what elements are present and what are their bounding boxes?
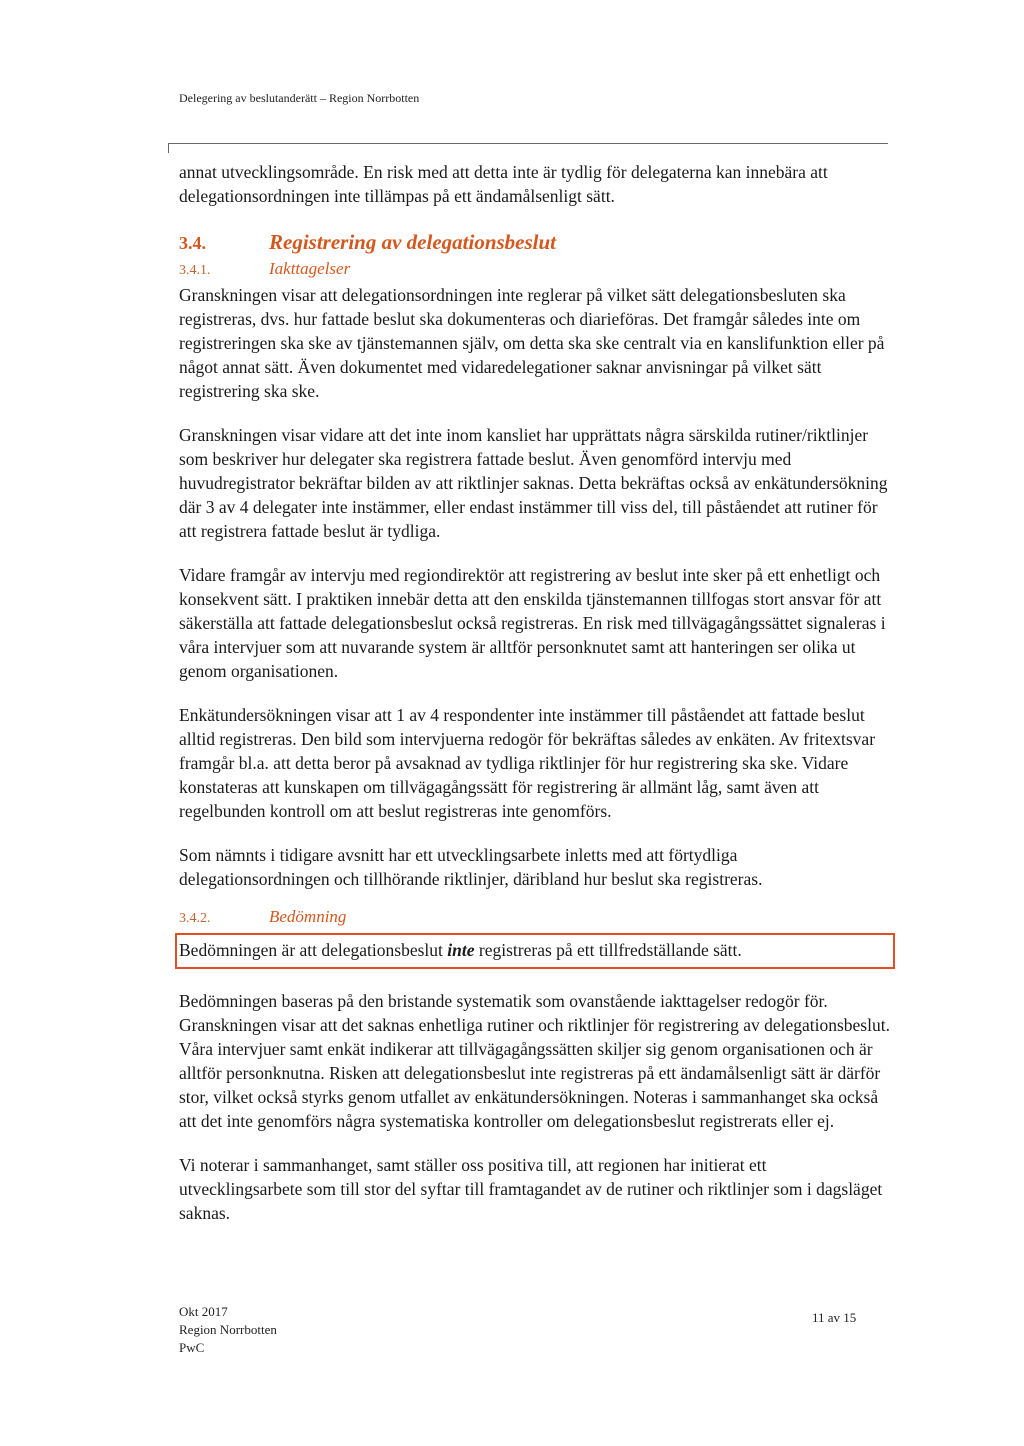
section-title: Registrering av delegationsbeslut xyxy=(269,230,557,254)
paragraph: Vidare framgår av intervju med regiondirektör att registrering av beslut inte sker på ett enhetligt och konsekvent sätt. I praktiken innebär detta att den enskilda tjänstemannen tillfogas stort ansvar för att säkerställa att fattade delegationsbeslut också registreras. En risk med tillvägagångssättet signaleras i våra intervjuer som att nuvarande system är alltför personknutet samt att hanteringen ser olika ut genom organisationen. xyxy=(179,565,886,681)
subsection-number: 3.4.2. xyxy=(179,911,211,926)
footer-firm: PwC xyxy=(179,1340,205,1355)
paragraph: Vi noterar i sammanhanget, samt ställer oss positiva till, att regionen har initierat ett utvecklingsarbete som till stor del syftar till framtagandet av de rutiner och riktlinjer som i dagsläget saknas. xyxy=(179,1155,883,1223)
section-number: 3.4. xyxy=(179,233,206,253)
page-body xyxy=(179,160,891,1225)
footer-org: Region Norrbotten xyxy=(179,1322,277,1337)
paragraph: Bedömningen baseras på den bristande systematik som ovanstående iakttagelser redogör för. Granskningen visar att det saknas enhetliga rutiner och riktlinjer för registrering av delegationsbeslut. Våra intervjuer samt enkät indikerar att tillvägagångssätten skiljer sig genom organisationen och är alltför personknutna. Risken att delegationsbeslut inte registreras på ett ändamålsenligt sätt är därför stor, vilket också styrks genom utfallet av enkätundersökningen. Noteras i sammanhanget ska också att det inte genomförs några systematiska kontroller om delegationsbeslut registrerats eller ej. xyxy=(179,991,890,1131)
assessment-text-end: registreras på ett tillfredställande sätt. xyxy=(474,940,742,960)
header-rule xyxy=(168,143,888,144)
footer-info xyxy=(179,1303,277,1357)
page-number: 11 av 15 xyxy=(812,1310,857,1325)
paragraph: Enkätundersökningen visar att 1 av 4 respondenter inte instämmer till påståendet att fattade beslut alltid registreras. Den bild som intervjuerna redogör för bekräftas således av enkäten. Av fritextsvar framgår bl.a. att detta beror på avsaknad av tydliga riktlinjer för hur registrering ska ske. Vidare konstateras att kunskapen om tillvägagångssätt för registrering är allmänt låg, samt även att regelbunden kontroll om att beslut registreras inte genomförs. xyxy=(179,705,876,821)
header-rule-tick xyxy=(168,143,169,153)
subsection-title: Bedömning xyxy=(269,907,347,926)
subsection-heading-assessment xyxy=(179,905,891,931)
subsection-number: 3.4.1. xyxy=(179,263,211,278)
assessment-box xyxy=(175,933,895,969)
assessment-emphasis: inte xyxy=(447,940,475,960)
paragraph: Som nämnts i tidigare avsnitt har ett utvecklingsarbete inletts med att förtydliga delegationsordningen och tillhörande riktlinjer, däribland hur beslut ska registreras. xyxy=(179,845,763,889)
intro-paragraph: annat utvecklingsområde. En risk med att detta inte är tydlig för delegaterna kan innebära att delegationsordningen inte tillämpas på ett ändamålsenligt sätt. xyxy=(179,162,828,206)
paragraph: Granskningen visar vidare att det inte inom kansliet har upprättats några särskilda rutiner/riktlinjer som beskriver hur delegater ska registrera fattade beslut. Även genomförd intervju med huvudregistrator bekräftar bilden av att riktlinjer saknas. Detta bekräftas också av enkätundersökning där 3 av 4 delegater inte instämmer, eller endast instämmer till viss del, till påståendet att rutiner för att registrera fattade beslut är tydliga. xyxy=(179,425,888,541)
paragraph: Granskningen visar att delegationsordningen inte reglerar på vilket sätt delegationsbesluten ska registreras, dvs. hur fattade beslut ska dokumenteras och diarieföras. Det framgår således inte om registreringen ska ske av tjänstemannen själv, om detta ska ske centralt via en kanslifunktion eller på något annat sätt. Även dokumentet med vidaredelegationer saknar anvisningar på vilket sätt registrering ska ske. xyxy=(179,285,885,401)
subsection-title: Iakttagelser xyxy=(269,259,351,278)
footer-date: Okt 2017 xyxy=(179,1304,228,1319)
subsection-heading-observations xyxy=(179,257,891,283)
assessment-text-start: Bedömningen är att delegationsbeslut xyxy=(179,940,448,960)
running-header: Delegering av beslutanderätt – Region Norrbotten xyxy=(179,91,420,105)
section-heading xyxy=(179,230,891,255)
